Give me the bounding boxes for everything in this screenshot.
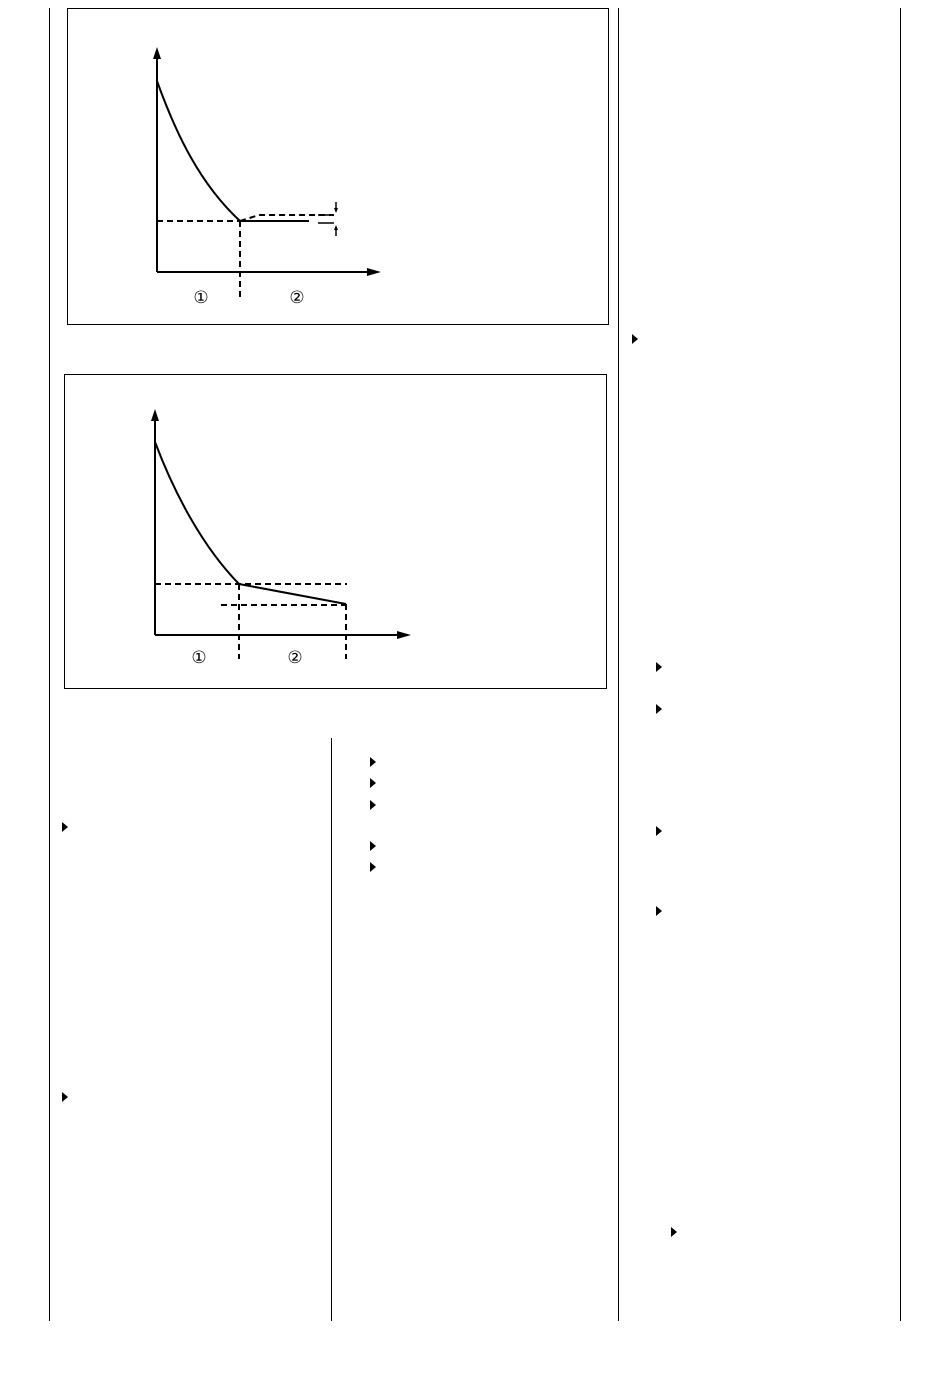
triangle-bullet-icon: [62, 1092, 68, 1102]
zone-label-2: ②: [289, 288, 305, 308]
triangle-bullet-icon: [671, 1227, 677, 1237]
zone-label-2: ②: [287, 648, 303, 668]
triangle-bullet-icon: [370, 800, 376, 810]
y-axis-arrow-icon: [153, 47, 161, 59]
decay-curve: [157, 81, 240, 221]
x-axis-arrow-icon: [397, 631, 411, 639]
triangle-bullet-icon: [656, 826, 662, 836]
column-rule-left: [49, 8, 50, 1321]
figure-2-graph: [65, 375, 608, 690]
column-rule-right: [900, 8, 901, 1321]
triangle-bullet-icon: [632, 334, 638, 344]
triangle-bullet-icon: [370, 841, 376, 851]
y-axis-arrow-icon: [151, 409, 159, 421]
figure-1-frame: [67, 8, 609, 325]
triangle-bullet-icon: [370, 862, 376, 872]
sloped-line: [239, 584, 346, 604]
figure-1-graph: [68, 9, 610, 326]
triangle-bullet-icon: [656, 906, 662, 916]
zone-label-1: ①: [191, 648, 207, 668]
decay-curve: [155, 442, 239, 584]
x-axis-arrow-icon: [367, 268, 381, 276]
triangle-bullet-icon: [62, 822, 68, 832]
column-rule-center: [618, 8, 619, 1321]
triangle-bullet-icon: [370, 757, 376, 767]
triangle-bullet-icon: [656, 704, 662, 714]
column-rule-middle: [331, 738, 332, 1321]
zone-label-1: ①: [193, 288, 209, 308]
triangle-bullet-icon: [370, 778, 376, 788]
triangle-bullet-icon: [656, 662, 662, 672]
figure-2-frame: [64, 374, 607, 689]
